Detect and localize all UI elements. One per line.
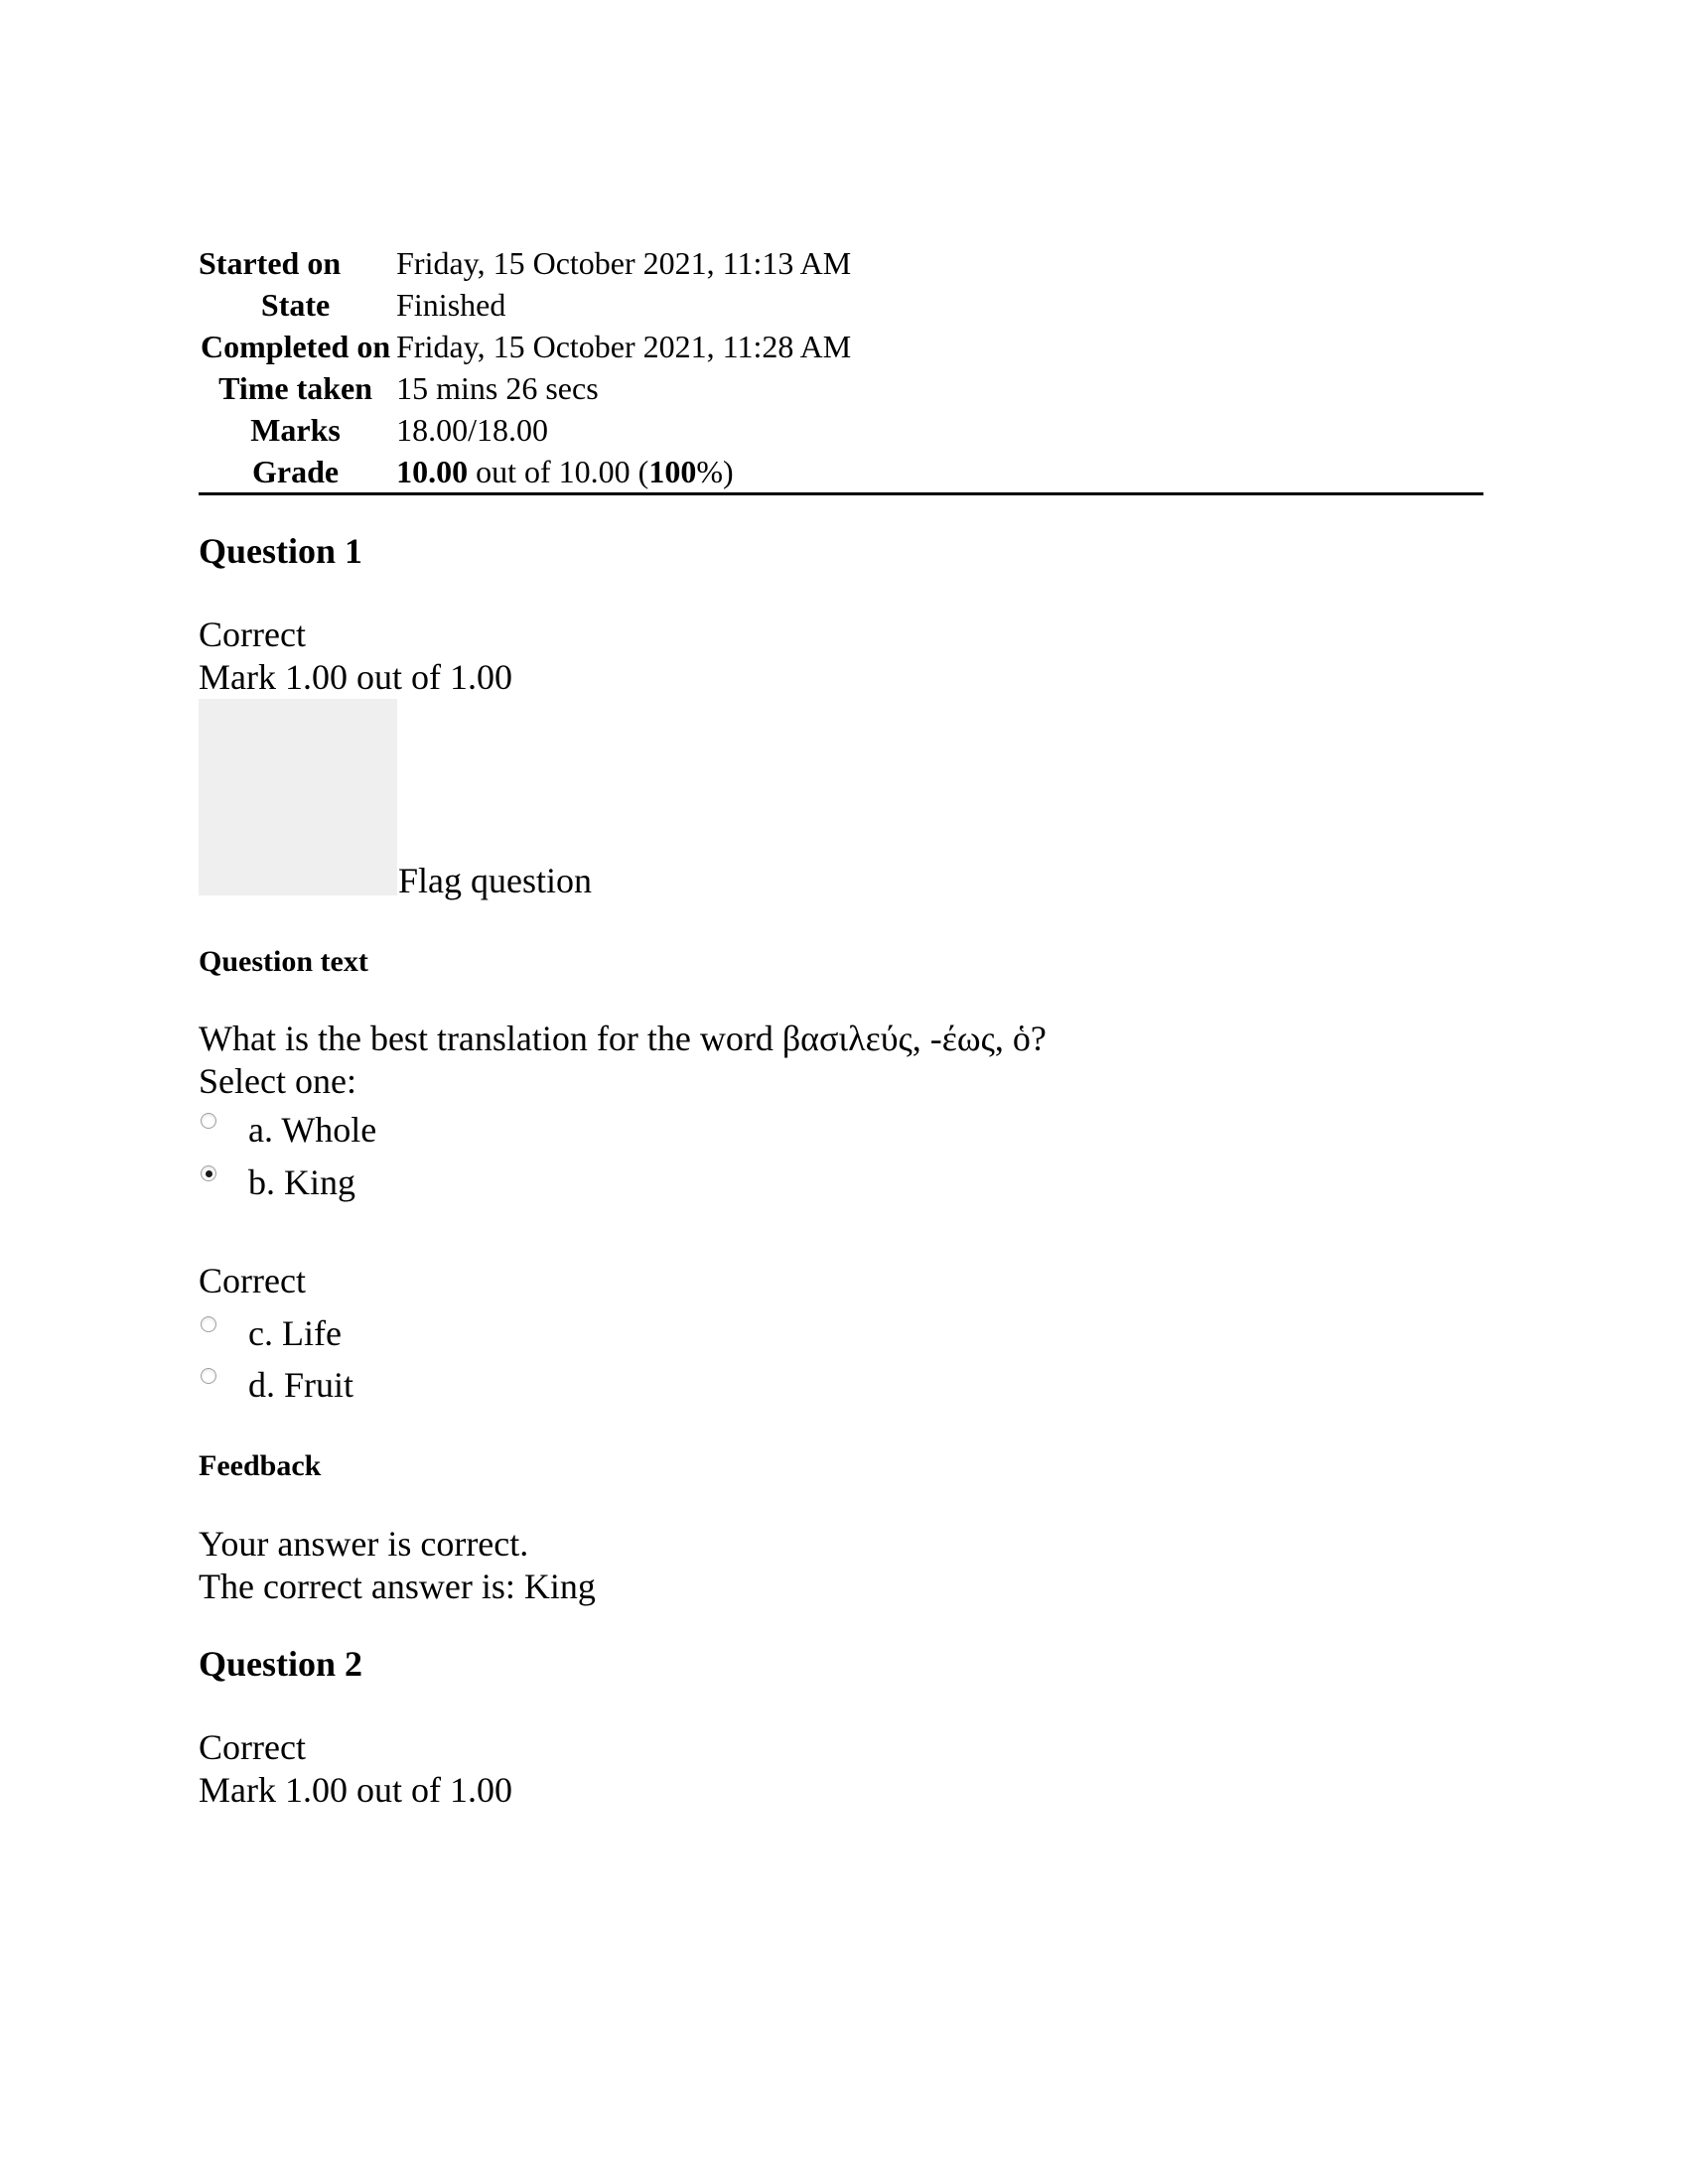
answer-label: c. Life bbox=[248, 1313, 342, 1353]
summary-row-completed bbox=[199, 326, 1483, 367]
question-1-heading: Question 1 bbox=[199, 531, 363, 571]
feedback-heading: Feedback bbox=[199, 1449, 322, 1482]
answer-label: a. Whole bbox=[248, 1110, 377, 1150]
grade-middle: out of 10.00 ( bbox=[468, 454, 649, 489]
summary-value: Friday, 15 October 2021, 11:28 AM bbox=[396, 329, 852, 364]
radio-button-selected[interactable] bbox=[201, 1165, 216, 1181]
summary-value: 18.00/18.00 bbox=[396, 412, 548, 448]
radio-button[interactable] bbox=[201, 1316, 216, 1332]
summary-row-time-taken bbox=[199, 367, 1483, 409]
summary-value: Friday, 15 October 2021, 11:13 AM bbox=[396, 245, 852, 281]
question-1-status: Correct bbox=[199, 614, 306, 654]
attempt-summary-table bbox=[199, 242, 1483, 495]
flag-icon[interactable] bbox=[199, 699, 397, 895]
question-2-mark: Mark 1.00 out of 1.00 bbox=[199, 1770, 512, 1810]
feedback-line-2: The correct answer is: King bbox=[199, 1567, 596, 1606]
answer-label: d. Fruit bbox=[248, 1365, 354, 1405]
grade-suffix: %) bbox=[696, 454, 734, 489]
summary-row-marks bbox=[199, 409, 1483, 451]
question-2-status: Correct bbox=[199, 1727, 306, 1767]
summary-label: Grade bbox=[252, 454, 340, 489]
summary-row-grade bbox=[199, 451, 1483, 494]
summary-value: 15 mins 26 secs bbox=[396, 370, 599, 406]
grade-score: 10.00 bbox=[396, 454, 469, 489]
question-2-heading: Question 2 bbox=[199, 1644, 363, 1684]
summary-label: Started on bbox=[199, 245, 342, 281]
radio-button[interactable] bbox=[201, 1113, 216, 1129]
answer-feedback-correct: Correct bbox=[199, 1261, 306, 1300]
summary-value: Finished bbox=[396, 287, 506, 323]
question-text-heading: Question text bbox=[199, 945, 368, 978]
feedback-line-1: Your answer is correct. bbox=[199, 1524, 529, 1564]
grade-percent: 100 bbox=[648, 454, 697, 489]
summary-row-started bbox=[199, 242, 1483, 284]
summary-grade-value bbox=[394, 451, 1483, 494]
answer-label: b. King bbox=[248, 1162, 355, 1202]
summary-label: Completed on bbox=[201, 329, 391, 364]
summary-label: Marks bbox=[250, 412, 341, 448]
summary-label: Time taken bbox=[218, 370, 373, 406]
summary-label: State bbox=[260, 287, 331, 323]
select-one-label: Select one: bbox=[199, 1061, 356, 1101]
question-1-mark: Mark 1.00 out of 1.00 bbox=[199, 657, 512, 697]
radio-button[interactable] bbox=[201, 1368, 216, 1384]
summary-row-state bbox=[199, 284, 1483, 326]
question-1-prompt: What is the best translation for the word βασιλεύς, -έως, ὁ? bbox=[199, 1019, 1047, 1058]
flag-question-link[interactable]: Flag question bbox=[398, 861, 592, 900]
